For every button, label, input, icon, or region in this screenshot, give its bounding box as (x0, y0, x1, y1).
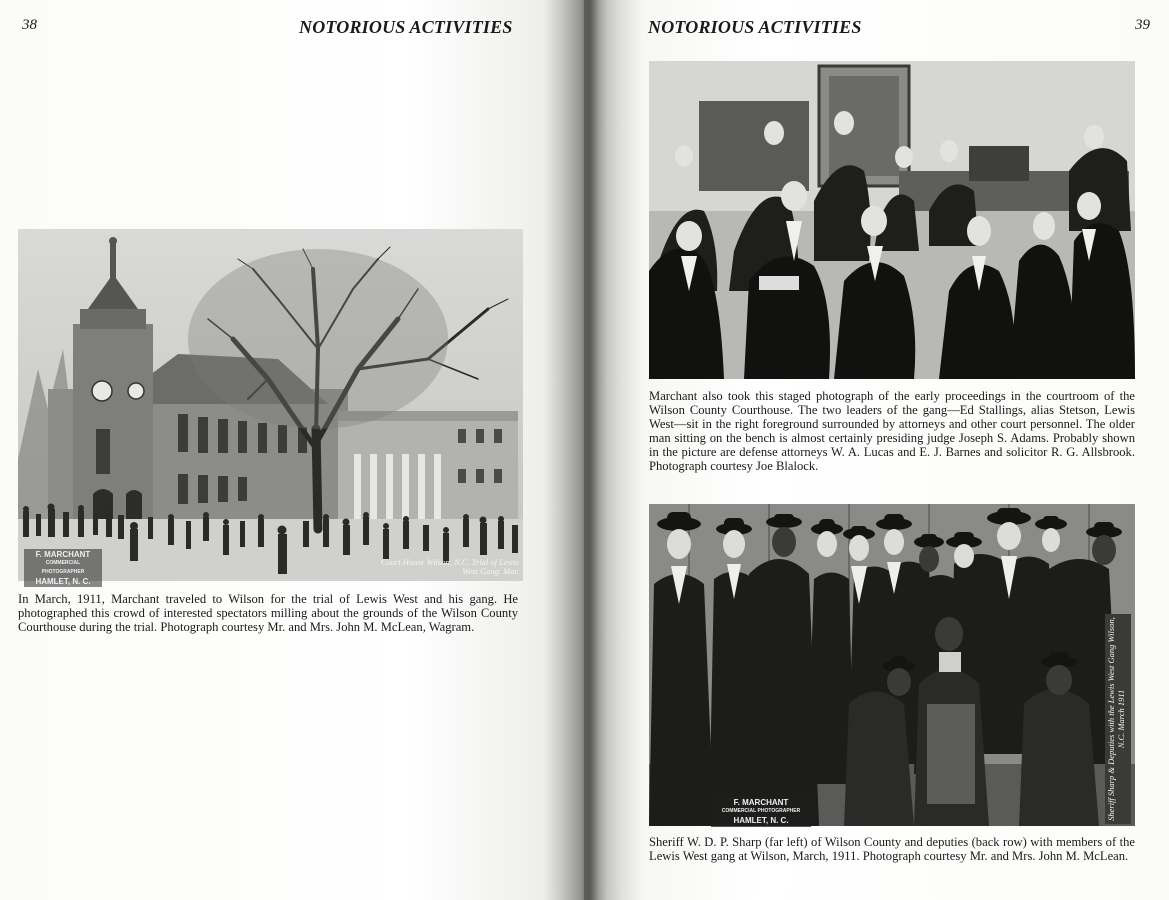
caption-courthouse: In March, 1911, Marchant traveled to Wilson for the trial of Lewis West and his gang. He photographed this crowd of interested spectators milling about the grounds of the Wilson County Courthouse during the trial. Photograph courtesy Mr. and Mrs. John M. McLean, Wagram. (18, 592, 518, 634)
stamp-line-2: COMMERCIAL PHOTOGRAPHER (721, 808, 801, 814)
running-head-left: NOTORIOUS ACTIVITIES (299, 17, 513, 37)
page-number-left: 38 (22, 17, 37, 33)
gang-photo (649, 504, 1135, 826)
caption-courtroom: Marchant also took this staged photograph of the early proceedings in the courtroom of the Wilson County Courthouse. The two leaders of the gang—Ed Stallings, alias Stetson, Lewis West—sit in the right foreground surrounded by attorneys and other court personnel. The older man sitting on the bench is almost certainly presiding judge Joseph S. Adams. Probably shown in the picture are defense attorneys W. A. Lucas and E. J. Barnes and solicitor R. G. Allsbrook. Photograph courtesy Joe Blalock. (649, 389, 1135, 473)
stamp-line-3: HAMLET, N. C. (733, 816, 789, 825)
courthouse-photo (18, 229, 523, 586)
courthouse-photo-drawing (18, 229, 523, 581)
right-page (584, 0, 1169, 900)
stamp-line-2: COMMERCIAL PHOTOGRAPHER (41, 560, 85, 575)
photo-inscription-left: Court House Wilson, N.C. Trial of Lewis West Gang. Mar. (380, 557, 519, 576)
left-page (0, 0, 584, 900)
courtroom-photo (649, 61, 1135, 379)
running-head-right: NOTORIOUS ACTIVITIES (648, 17, 862, 37)
photo-inscription-right: Sheriff Sharp & Deputies with the Lewis West Gang Wilson, N.C. March 1911 (1106, 617, 1126, 821)
marchant-stamp-right (711, 796, 811, 827)
gang-photo-drawing (649, 504, 1135, 826)
courtroom-photo-drawing (649, 61, 1135, 379)
stamp-line-1: F. MARCHANT (35, 550, 91, 559)
stamp-line-1: F. MARCHANT (733, 798, 789, 807)
stamp-line-3: HAMLET, N. C. (35, 577, 91, 586)
page-number-right: 39 (1135, 17, 1150, 33)
caption-gang: Sheriff W. D. P. Sharp (far left) of Wilson County and deputies (back row) with members of the Lewis West gang at Wilson, March, 1911. Photograph courtesy Mr. and Mrs. John M. McLean. (649, 835, 1135, 863)
marchant-stamp-left (24, 549, 102, 587)
